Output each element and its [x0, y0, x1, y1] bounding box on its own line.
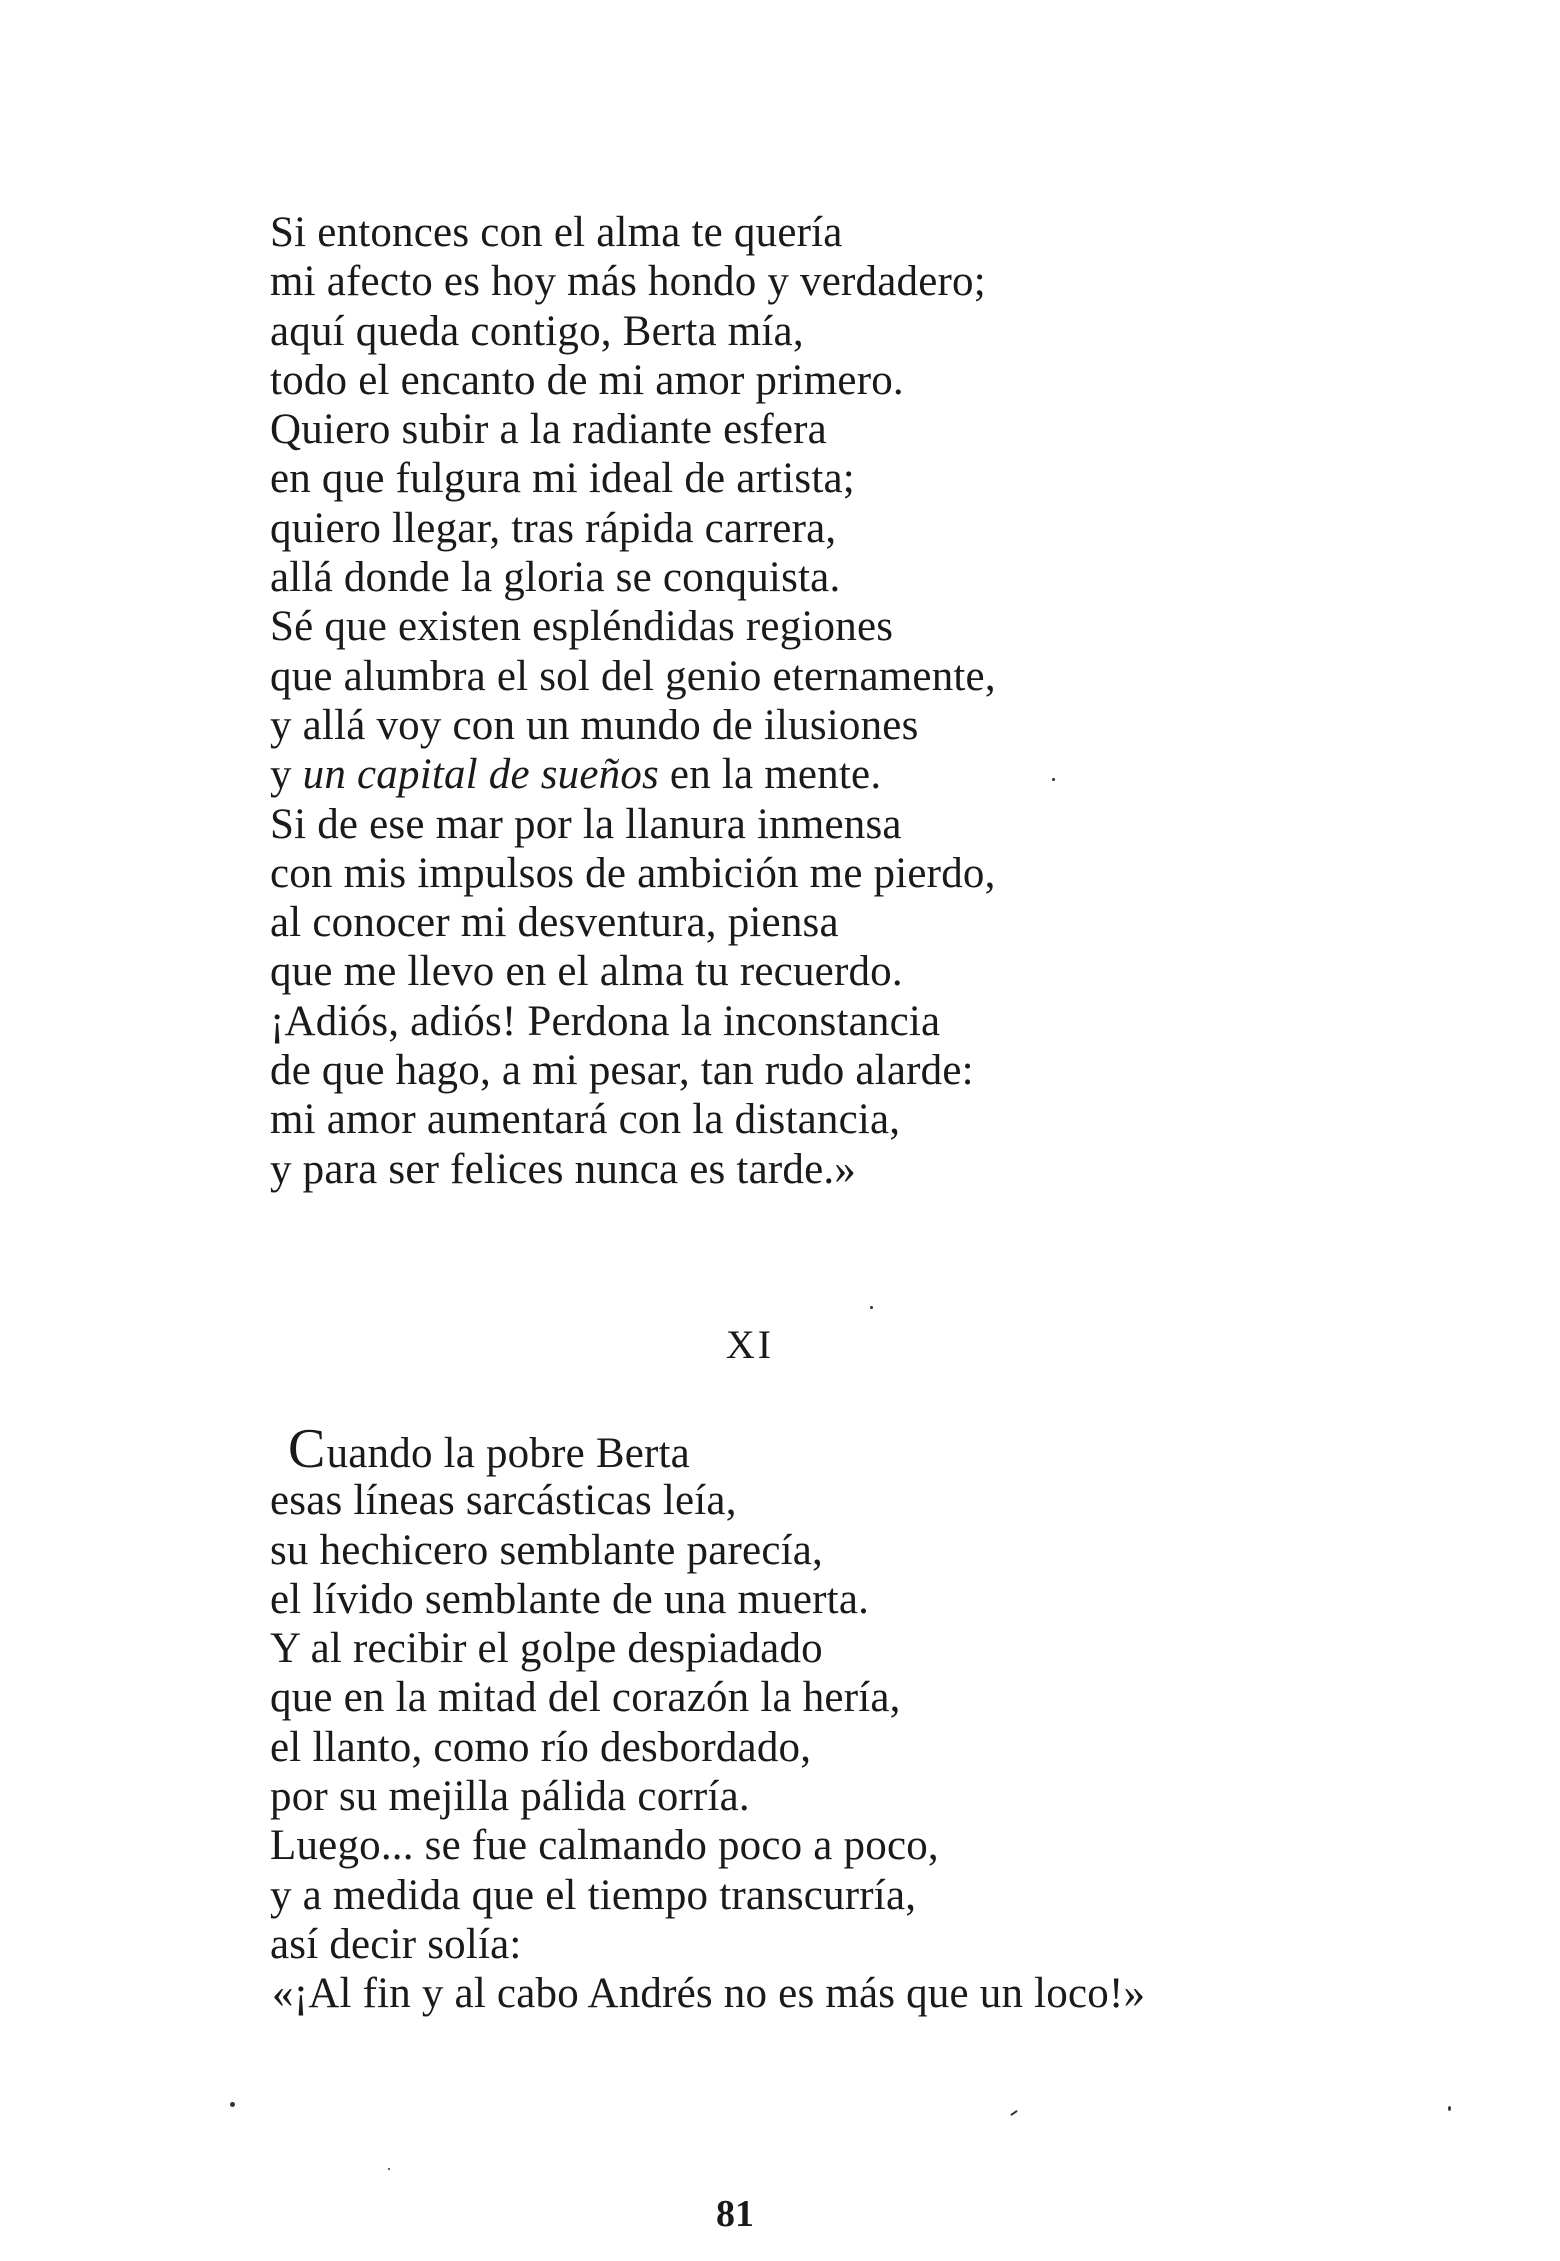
poem-line: así decir solía:: [270, 1920, 522, 1968]
poem-line: Sé que existen espléndidas regiones: [270, 603, 894, 651]
poem-stanza-2: [270, 1418, 1370, 2019]
section-heading: XI: [725, 1322, 775, 1367]
poem-line: el llanto, como río desbordado,: [270, 1723, 812, 1771]
poem-line: todo el encanto de mi amor primero.: [270, 356, 904, 404]
line-text: en la mente.: [658, 751, 882, 799]
poem-line: aquí queda contigo, Berta mía,: [270, 307, 804, 355]
poem-line: mi amor aumentará con la distancia,: [270, 1096, 901, 1144]
poem-line: y a medida que el tiempo transcurría,: [270, 1871, 917, 1919]
poem-line: en que fulgura mi ideal de artista;: [270, 455, 855, 503]
poem-line: que alumbra el sol del genio eternamente,: [270, 652, 996, 700]
poem-line: por su mejilla pálida corría.: [270, 1773, 750, 1821]
poem-line: que me llevo en el alma tu recuerdo.: [270, 948, 903, 996]
scan-speck: [870, 1306, 873, 1309]
line-text: uando la pobre Berta: [326, 1430, 690, 1477]
poem-line: quiero llegar, tras rápida carrera,: [270, 504, 837, 552]
drop-initial-letter: C: [288, 1418, 326, 1480]
poem-line: Quiero subir a la radiante esfera: [270, 406, 827, 454]
poem-line: su hechicero semblante parecía,: [270, 1526, 823, 1574]
poem-line: y allá voy con un mundo de ilusiones: [270, 701, 919, 749]
poem-line: Si entonces con el alma te quería: [270, 209, 843, 256]
poem-line: y para ser felices nunca es tarde.»: [270, 1145, 857, 1193]
poem-line: el lívido semblante de una muerta.: [270, 1575, 870, 1623]
poem-line: allá donde la gloria se conquista.: [270, 554, 841, 602]
poem-line: con mis impulsos de ambición me pierdo,: [270, 849, 996, 897]
scan-speck: [230, 2102, 235, 2107]
scan-speck: [1448, 2106, 1451, 2111]
italic-phrase: un capital de sueños: [302, 751, 659, 799]
poem-line: al conocer mi desventura, piensa: [270, 899, 839, 947]
poem-line: de que hago, a mi pesar, tan rudo alarde:: [270, 1047, 974, 1095]
poem-first-line: [270, 1418, 1370, 1480]
poem-stanza-1: [270, 208, 1370, 1194]
line-text: y: [270, 751, 303, 799]
poem-closing-line: «¡Al fin y al cabo Andrés no es más que un loco!»: [272, 1970, 1146, 2018]
poem-line: esas líneas sarcásticas leía,: [270, 1477, 737, 1525]
scan-speck: [1052, 778, 1055, 781]
poem-line-with-italic: [270, 750, 1370, 799]
poem-line: que en la mitad del corazón la hería,: [270, 1674, 901, 1722]
poem-line: Luego... se fue calmando poco a poco,: [270, 1822, 939, 1870]
poem-line: Si de ese mar por la llanura inmensa: [270, 800, 902, 848]
scan-speck: [388, 2168, 390, 2170]
scan-speck: [1010, 2110, 1018, 2116]
page-number: 81: [716, 2193, 754, 2235]
poem-line: ¡Adiós, adiós! Perdona la inconstancia: [270, 997, 941, 1045]
poem-line: Y al recibir el golpe despiadado: [270, 1625, 823, 1673]
poem-line: mi afecto es hoy más hondo y verdadero;: [270, 258, 986, 306]
